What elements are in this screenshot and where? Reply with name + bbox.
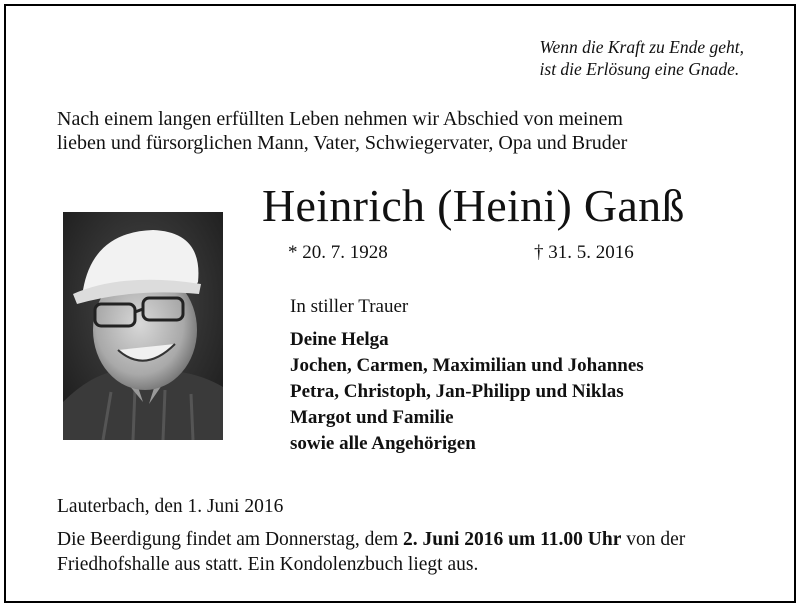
mourner-name: Petra, Christoph, Jan-Philipp und Niklas [290, 381, 624, 402]
death-date: † 31. 5. 2016 [534, 242, 634, 263]
portrait-illustration [63, 212, 223, 440]
birth-date: * 20. 7. 1928 [288, 242, 388, 263]
mourner-name: Jochen, Carmen, Maximilian und Johannes [290, 355, 644, 376]
portrait-photo [63, 212, 223, 440]
funeral-datetime: 2. Juni 2016 um 11.00 Uhr [403, 529, 622, 550]
motto [540, 36, 744, 80]
deceased-name: Heinrich (Heini) Ganß [262, 180, 685, 231]
motto-line-1: Wenn die Kraft zu Ende geht, [539, 37, 744, 57]
mourner-name: sowie alle Angehörigen [290, 433, 476, 454]
mourners-list [290, 327, 644, 457]
motto-line-2: ist die Erlösung eine Gnade. [539, 59, 740, 79]
intro-line-1: Nach einem langen erfüllten Leben nehmen wir Abschied von meinem [57, 108, 623, 130]
place-date: Lauterbach, den 1. Juni 2016 [57, 496, 284, 517]
mourner-name: Deine Helga [290, 329, 389, 350]
intro-line-2: lieben und fürsorglichen Mann, Vater, Schwiegervater, Opa und Bruder [57, 132, 628, 154]
intro-text [57, 107, 627, 155]
mourner-name: Margot und Familie [290, 407, 454, 428]
funeral-info [57, 527, 747, 577]
funeral-text-end: von der Friedhofshalle aus statt. Ein Kondolenzbuch liegt aus. [57, 529, 686, 575]
mourning-heading: In stiller Trauer [290, 296, 409, 317]
funeral-text-start: Die Beerdigung findet am Donnerstag, dem [57, 529, 404, 550]
